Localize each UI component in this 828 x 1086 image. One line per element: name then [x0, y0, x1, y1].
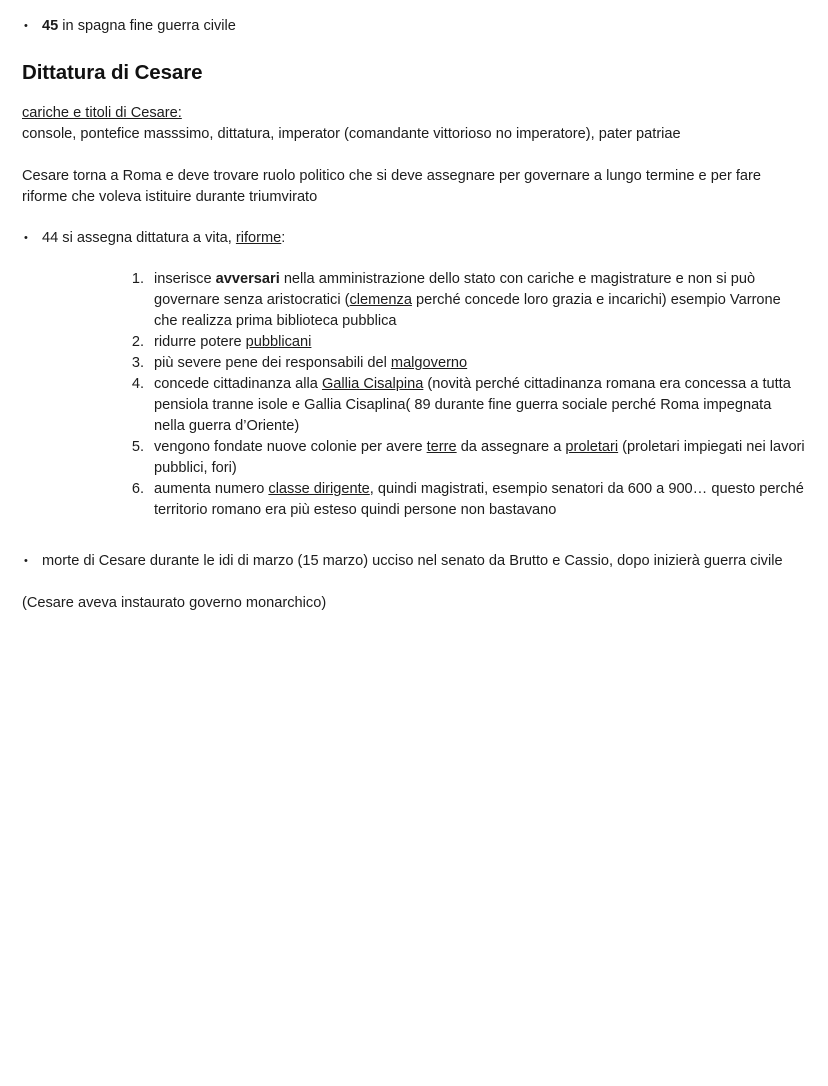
page-title: Dittatura di Cesare	[22, 61, 203, 84]
underlined-malgoverno: malgoverno	[390, 355, 468, 371]
intro-bullet-item	[22, 16, 806, 37]
text-run: inserisce	[154, 271, 216, 287]
spacer	[22, 37, 806, 60]
list-item-marker: 3.	[131, 355, 144, 371]
emphasis-avversari: avversari	[215, 271, 280, 287]
intro-bullet-text: in spagna fine guerra civile	[58, 18, 236, 34]
text-run: vengono fondate nuove colonie per avere	[154, 439, 427, 455]
titles-label	[22, 103, 806, 124]
text-run: , quindi magistrati, esempio senatori da 600 a 900… questo perché territorio romano era più esteso quindi persone non bastavano	[154, 481, 804, 518]
list-item-marker: 2.	[131, 334, 144, 350]
reforms-bullet-lead: 44 si assegna dittatura a vita,	[42, 230, 236, 246]
text-run: (proletari impiegati nei lavori pubblici, fori)	[154, 439, 805, 476]
spacer	[22, 208, 806, 228]
list-item	[22, 479, 806, 521]
text-run: più severe pene dei responsabili del	[154, 355, 391, 371]
reforms-bullet-trail: :	[281, 230, 286, 246]
text-run: perché concede loro grazia e incarichi) esempio Varrone che realizza prima biblioteca pubblica	[154, 292, 781, 329]
context-paragraph: Cesare torna a Roma e deve trovare ruolo politico che si deve assegnare per governare a lungo termine e per fare riforme che voleva istituire durante triumvirato	[22, 168, 762, 205]
reforms-bullet-underlined: riforme	[235, 230, 282, 246]
underlined-classe-dirigente: classe dirigente	[268, 481, 370, 497]
titles-label-text: cariche e titoli di Cesare:	[22, 105, 182, 121]
closing-note: (Cesare aveva instaurato governo monarchico)	[22, 595, 327, 611]
list-item	[22, 437, 806, 479]
underlined-proletari: proletari	[565, 439, 619, 455]
spacer	[22, 572, 806, 593]
death-bullet-item: • morte di Cesare durante le idi di marzo (15 marzo) ucciso nel senato da Brutto e Cassio, dopo inizierà guerra civile	[22, 551, 806, 572]
titles-body: console, pontefice masssimo, dittatura, imperator (comandante vittorioso no imperatore), pater patriae	[22, 126, 681, 142]
underlined-gallia-cisalpina: Gallia Cisalpina	[321, 376, 424, 392]
list-item-text	[154, 481, 804, 518]
spacer	[22, 86, 806, 103]
underlined-terre: terre	[426, 439, 457, 455]
reforms-numbered-list	[22, 269, 806, 521]
underlined-clemenza: clemenza	[349, 292, 412, 308]
list-item-text	[154, 355, 467, 371]
list-item-marker: 6.	[131, 481, 144, 497]
reforms-bullet-item	[22, 228, 806, 249]
text-run: nella amministrazione dello stato con cariche e magistrature e non si può governare senza aristocratici (	[154, 271, 756, 308]
text-run: concede cittadinanza alla	[154, 376, 322, 392]
text-run: da assegnare a	[456, 439, 566, 455]
intro-bullet-list	[22, 16, 806, 37]
spacer	[22, 521, 806, 551]
text-run: aumenta numero	[154, 481, 269, 497]
death-bullet-list	[22, 551, 806, 572]
list-item-text	[154, 439, 805, 476]
spacer	[22, 249, 806, 269]
list-item-text	[154, 271, 781, 329]
text-run: (novità perché cittadinanza romana era concessa a tutta pensiola tranne isole e Gallia Cisaplina( 89 durante fine guerra sociale perché Roma impegnata nella guerra d’Oriente)	[154, 376, 791, 434]
list-item	[22, 269, 806, 332]
list-item	[22, 353, 806, 374]
spacer	[22, 145, 806, 166]
reforms-bullet-list	[22, 228, 806, 249]
list-item-text	[154, 334, 311, 350]
list-item-marker: 5.	[131, 439, 144, 455]
list-item	[22, 374, 806, 437]
text-run: ridurre potere	[154, 334, 246, 350]
list-item-marker: 1.	[131, 271, 144, 287]
intro-bullet-year: 45	[42, 18, 59, 34]
list-item-marker: 4.	[131, 376, 144, 392]
list-item-text	[154, 376, 791, 434]
list-item	[22, 332, 806, 353]
underlined-pubblicani: pubblicani	[245, 334, 312, 350]
